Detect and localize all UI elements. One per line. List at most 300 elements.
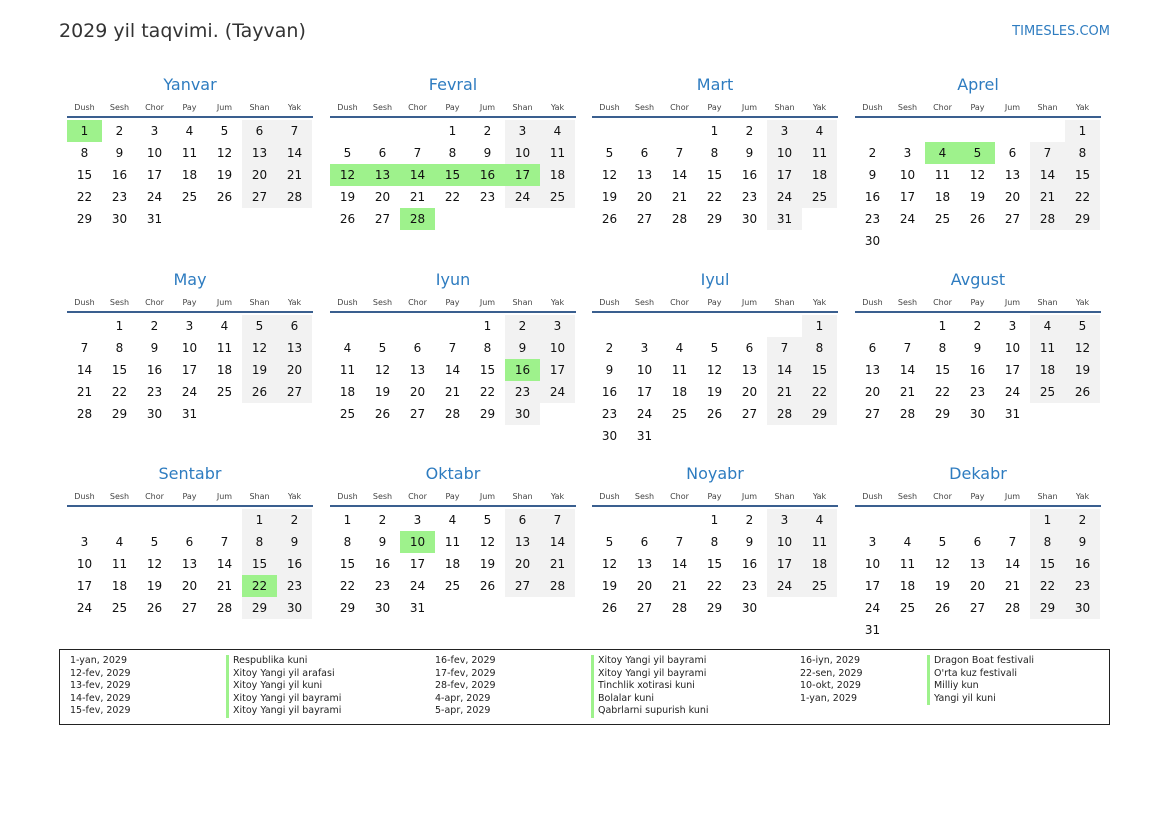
weekday-label: Jum bbox=[216, 298, 233, 307]
holiday-date: 15-fev, 2029 bbox=[70, 705, 131, 716]
day-cell: 1 bbox=[115, 319, 124, 333]
day-cell: 13 bbox=[969, 557, 986, 571]
day-cell: 14 bbox=[767, 359, 802, 381]
weekday-header bbox=[592, 102, 838, 116]
day-cell: 19 bbox=[146, 579, 163, 593]
month-sentabr bbox=[67, 463, 313, 619]
day-cell: 19 bbox=[374, 385, 391, 399]
month-oktabr bbox=[330, 463, 576, 619]
day-cell: 20 bbox=[242, 164, 277, 186]
empty-cell bbox=[627, 120, 662, 142]
day-cell: 13 bbox=[242, 142, 277, 164]
day-cell: 14 bbox=[444, 363, 461, 377]
day-cell: 24 bbox=[636, 407, 653, 421]
day-cell: 22 bbox=[111, 385, 128, 399]
holiday-day-cell: 17 bbox=[505, 164, 540, 186]
month-name: Yanvar bbox=[163, 75, 217, 94]
day-cell: 20 bbox=[505, 553, 540, 575]
day-cell: 12 bbox=[934, 557, 951, 571]
day-cell: 25 bbox=[181, 190, 198, 204]
weekday-label: Yak bbox=[812, 103, 827, 112]
legend-names-col-2 bbox=[591, 655, 709, 718]
day-cell: 2 bbox=[745, 124, 754, 138]
brand-link[interactable]: TIMESLES.COM bbox=[1012, 24, 1110, 39]
empty-cell bbox=[960, 509, 995, 531]
day-cell: 7 bbox=[80, 341, 89, 355]
day-cell: 3 bbox=[540, 315, 575, 337]
day-cell: 31 bbox=[181, 407, 198, 421]
empty-cell bbox=[207, 509, 242, 531]
day-cell: 16 bbox=[741, 557, 758, 571]
weekday-label: Dush bbox=[337, 298, 358, 307]
weekday-label: Jum bbox=[479, 103, 496, 112]
day-cell: 20 bbox=[409, 385, 426, 399]
day-cell: 27 bbox=[741, 407, 758, 421]
day-cell: 26 bbox=[601, 601, 618, 615]
day-cell: 26 bbox=[242, 381, 277, 403]
day-cell: 1 bbox=[710, 124, 719, 138]
day-cell: 19 bbox=[479, 557, 496, 571]
day-cell: 3 bbox=[767, 509, 802, 531]
empty-cell bbox=[1030, 120, 1065, 142]
day-cell: 23 bbox=[969, 385, 986, 399]
day-cell: 8 bbox=[483, 341, 492, 355]
day-cell: 6 bbox=[868, 341, 877, 355]
weekday-label: Pay bbox=[445, 103, 460, 112]
weekday-label: Dush bbox=[599, 103, 620, 112]
day-cell: 2 bbox=[378, 513, 387, 527]
weekday-label: Jum bbox=[479, 298, 496, 307]
weekday-label: Sesh bbox=[634, 103, 655, 112]
day-cell: 1 bbox=[483, 319, 492, 333]
day-cell: 2 bbox=[1065, 509, 1100, 531]
day-cell: 25 bbox=[444, 579, 461, 593]
day-cell: 27 bbox=[636, 601, 653, 615]
day-cell: 11 bbox=[802, 531, 837, 553]
day-cell: 25 bbox=[899, 601, 916, 615]
day-cell: 23 bbox=[601, 407, 618, 421]
month-iyul bbox=[592, 269, 838, 447]
day-cell: 7 bbox=[675, 146, 684, 160]
day-cell: 5 bbox=[483, 513, 492, 527]
day-cell: 29 bbox=[76, 212, 93, 226]
weekday-label: Yak bbox=[812, 492, 827, 501]
day-cell: 17 bbox=[146, 168, 163, 182]
day-cell: 20 bbox=[636, 190, 653, 204]
day-cell: 25 bbox=[671, 407, 688, 421]
weekday-label: Jum bbox=[216, 492, 233, 501]
day-cell: 12 bbox=[146, 557, 163, 571]
day-cell: 8 bbox=[710, 535, 719, 549]
empty-cell bbox=[67, 315, 102, 337]
day-cell: 5 bbox=[220, 124, 229, 138]
day-cell: 22 bbox=[802, 381, 837, 403]
day-cell: 24 bbox=[864, 601, 881, 615]
day-cell: 12 bbox=[242, 337, 277, 359]
day-cell: 25 bbox=[802, 575, 837, 597]
weekday-label: Jum bbox=[741, 103, 758, 112]
day-cell: 6 bbox=[378, 146, 387, 160]
day-cell: 7 bbox=[675, 535, 684, 549]
day-cell: 27 bbox=[277, 381, 312, 403]
day-cell: 5 bbox=[242, 315, 277, 337]
day-cell: 6 bbox=[242, 120, 277, 142]
day-cell: 26 bbox=[339, 212, 356, 226]
day-cell: 18 bbox=[111, 579, 128, 593]
holiday-date: 16-fev, 2029 bbox=[435, 655, 496, 666]
day-cell: 6 bbox=[185, 535, 194, 549]
day-cell: 13 bbox=[277, 337, 312, 359]
weekday-label: Shan bbox=[249, 103, 270, 112]
day-cell: 1 bbox=[242, 509, 277, 531]
day-cell: 18 bbox=[216, 363, 233, 377]
weekday-label: Jum bbox=[1004, 492, 1021, 501]
holiday-day-cell: 14 bbox=[400, 164, 435, 186]
empty-cell bbox=[855, 120, 890, 142]
day-cell: 1 bbox=[802, 315, 837, 337]
day-grid bbox=[67, 120, 313, 230]
day-cell: 5 bbox=[605, 146, 614, 160]
empty-cell bbox=[592, 315, 627, 337]
weekday-label: Jum bbox=[741, 492, 758, 501]
weekday-label: Sesh bbox=[109, 298, 130, 307]
day-cell: 2 bbox=[973, 319, 982, 333]
empty-cell bbox=[330, 120, 365, 142]
day-cell: 17 bbox=[636, 385, 653, 399]
day-cell: 13 bbox=[505, 531, 540, 553]
month-fevral bbox=[330, 74, 576, 230]
day-cell: 29 bbox=[242, 597, 277, 619]
day-cell: 29 bbox=[111, 407, 128, 421]
day-cell: 7 bbox=[448, 341, 457, 355]
day-cell: 17 bbox=[409, 557, 426, 571]
day-cell: 1 bbox=[1065, 120, 1100, 142]
day-cell: 14 bbox=[899, 363, 916, 377]
day-cell: 15 bbox=[934, 363, 951, 377]
day-cell: 14 bbox=[1030, 164, 1065, 186]
day-cell: 9 bbox=[868, 168, 877, 182]
day-cell: 28 bbox=[277, 186, 312, 208]
weekday-label: Chor bbox=[145, 492, 164, 501]
day-cell: 24 bbox=[146, 190, 163, 204]
day-cell: 23 bbox=[864, 212, 881, 226]
weekday-label: Pay bbox=[707, 492, 722, 501]
page-title: 2029 yil taqvimi. (Tayvan) bbox=[59, 20, 306, 42]
holiday-day-cell: 12 bbox=[330, 164, 365, 186]
legend-dates-col-3 bbox=[800, 655, 863, 705]
weekday-label: Shan bbox=[1037, 103, 1058, 112]
day-cell: 3 bbox=[640, 341, 649, 355]
holiday-name: O'rta kuz festivali bbox=[934, 667, 1018, 679]
empty-cell bbox=[102, 509, 137, 531]
weekday-label: Yak bbox=[1075, 298, 1090, 307]
day-cell: 24 bbox=[181, 385, 198, 399]
day-cell: 10 bbox=[864, 557, 881, 571]
empty-cell bbox=[67, 509, 102, 531]
day-cell: 26 bbox=[374, 407, 391, 421]
day-cell: 19 bbox=[216, 168, 233, 182]
day-cell: 21 bbox=[1030, 186, 1065, 208]
weekday-label: Jum bbox=[1004, 298, 1021, 307]
weekday-label: Sesh bbox=[897, 103, 918, 112]
month-mart bbox=[592, 74, 838, 230]
day-cell: 18 bbox=[802, 164, 837, 186]
month-name: Mart bbox=[696, 75, 734, 94]
day-cell: 19 bbox=[706, 385, 723, 399]
day-cell: 15 bbox=[242, 553, 277, 575]
day-cell: 22 bbox=[1030, 575, 1065, 597]
holiday-name: Dragon Boat festivali bbox=[934, 655, 1035, 666]
day-cell: 20 bbox=[864, 385, 881, 399]
holiday-name: Xitoy Yangi yil bayrami bbox=[598, 655, 707, 666]
day-grid bbox=[330, 120, 576, 230]
day-cell: 3 bbox=[413, 513, 422, 527]
day-cell: 31 bbox=[767, 208, 802, 230]
day-cell: 4 bbox=[903, 535, 912, 549]
day-cell: 20 bbox=[1004, 190, 1021, 204]
month-name: Iyul bbox=[700, 270, 730, 289]
day-cell: 9 bbox=[745, 535, 754, 549]
day-grid bbox=[592, 509, 838, 619]
empty-cell bbox=[592, 120, 627, 142]
day-cell: 24 bbox=[540, 381, 575, 403]
day-cell: 14 bbox=[277, 142, 312, 164]
day-cell: 30 bbox=[505, 403, 540, 425]
day-cell: 8 bbox=[80, 146, 89, 160]
day-cell: 11 bbox=[181, 146, 198, 160]
weekday-label: Sesh bbox=[109, 492, 130, 501]
weekday-label: Shan bbox=[1037, 298, 1058, 307]
day-cell: 22 bbox=[479, 385, 496, 399]
header-rule bbox=[67, 311, 313, 313]
day-cell: 2 bbox=[483, 124, 492, 138]
day-cell: 30 bbox=[374, 601, 391, 615]
month-name: Iyun bbox=[435, 270, 471, 289]
day-cell: 9 bbox=[505, 337, 540, 359]
day-cell: 30 bbox=[111, 212, 128, 226]
weekday-label: Dush bbox=[337, 492, 358, 501]
day-cell: 29 bbox=[1030, 597, 1065, 619]
day-cell: 25 bbox=[111, 601, 128, 615]
day-cell: 26 bbox=[969, 212, 986, 226]
weekday-header bbox=[67, 297, 313, 311]
empty-cell bbox=[627, 509, 662, 531]
header-rule bbox=[855, 116, 1101, 118]
day-cell: 26 bbox=[706, 407, 723, 421]
day-cell: 1 bbox=[448, 124, 457, 138]
empty-cell bbox=[890, 315, 925, 337]
holiday-date: 13-fev, 2029 bbox=[70, 680, 131, 691]
day-cell: 23 bbox=[505, 381, 540, 403]
holiday-date: 16-iyn, 2029 bbox=[800, 655, 861, 666]
day-cell: 14 bbox=[671, 557, 688, 571]
day-cell: 11 bbox=[899, 557, 916, 571]
day-cell: 3 bbox=[767, 120, 802, 142]
weekday-label: Dush bbox=[862, 103, 883, 112]
day-cell: 21 bbox=[671, 190, 688, 204]
day-cell: 30 bbox=[1065, 597, 1100, 619]
weekday-label: Sesh bbox=[897, 298, 918, 307]
day-cell: 2 bbox=[115, 124, 124, 138]
day-cell: 31 bbox=[636, 429, 653, 443]
holiday-date: 10-okt, 2029 bbox=[800, 680, 861, 691]
holiday-day-cell: 13 bbox=[365, 164, 400, 186]
month-noyabr bbox=[592, 463, 838, 619]
day-cell: 17 bbox=[76, 579, 93, 593]
weekday-label: Jum bbox=[741, 298, 758, 307]
holiday-date: 22-sen, 2029 bbox=[800, 667, 863, 679]
weekday-label: Shan bbox=[774, 492, 795, 501]
day-cell: 18 bbox=[181, 168, 198, 182]
day-cell: 17 bbox=[864, 579, 881, 593]
day-cell: 20 bbox=[181, 579, 198, 593]
weekday-label: Yak bbox=[550, 298, 565, 307]
day-cell: 9 bbox=[378, 535, 387, 549]
day-cell: 5 bbox=[150, 535, 159, 549]
empty-cell bbox=[925, 509, 960, 531]
day-cell: 16 bbox=[277, 553, 312, 575]
day-cell: 29 bbox=[479, 407, 496, 421]
day-cell: 13 bbox=[181, 557, 198, 571]
day-cell: 23 bbox=[374, 579, 391, 593]
day-cell: 5 bbox=[343, 146, 352, 160]
day-cell: 5 bbox=[378, 341, 387, 355]
day-cell: 12 bbox=[601, 557, 618, 571]
empty-cell bbox=[890, 120, 925, 142]
day-cell: 1 bbox=[710, 513, 719, 527]
day-cell: 15 bbox=[111, 363, 128, 377]
holiday-day-cell: 10 bbox=[400, 531, 435, 553]
day-cell: 29 bbox=[339, 601, 356, 615]
month-name: Noyabr bbox=[686, 464, 744, 483]
day-cell: 28 bbox=[216, 601, 233, 615]
weekday-header bbox=[330, 491, 576, 505]
weekday-label: Dush bbox=[337, 103, 358, 112]
day-cell: 27 bbox=[242, 186, 277, 208]
day-cell: 13 bbox=[636, 168, 653, 182]
holiday-date: 1-yan, 2029 bbox=[800, 692, 857, 704]
day-cell: 25 bbox=[934, 212, 951, 226]
day-cell: 15 bbox=[1065, 164, 1100, 186]
day-cell: 8 bbox=[802, 337, 837, 359]
holiday-name: Xitoy Yangi yil arafasi bbox=[233, 667, 335, 679]
day-cell: 31 bbox=[409, 601, 426, 615]
weekday-label: Yak bbox=[812, 298, 827, 307]
header-rule bbox=[855, 505, 1101, 507]
day-cell: 13 bbox=[1004, 168, 1021, 182]
empty-cell bbox=[925, 120, 960, 142]
day-cell: 6 bbox=[505, 509, 540, 531]
day-cell: 30 bbox=[277, 597, 312, 619]
day-cell: 24 bbox=[409, 579, 426, 593]
day-cell: 30 bbox=[601, 429, 618, 443]
day-cell: 22 bbox=[1065, 186, 1100, 208]
day-cell: 22 bbox=[706, 579, 723, 593]
weekday-label: Yak bbox=[287, 492, 302, 501]
day-cell: 25 bbox=[540, 186, 575, 208]
day-cell: 30 bbox=[741, 601, 758, 615]
weekday-label: Chor bbox=[670, 298, 689, 307]
day-cell: 15 bbox=[76, 168, 93, 182]
day-grid bbox=[592, 315, 838, 447]
weekday-label: Yak bbox=[287, 103, 302, 112]
day-cell: 24 bbox=[76, 601, 93, 615]
day-cell: 13 bbox=[741, 363, 758, 377]
day-cell: 24 bbox=[767, 575, 802, 597]
weekday-label: Sesh bbox=[109, 103, 130, 112]
day-cell: 30 bbox=[741, 212, 758, 226]
weekday-label: Pay bbox=[182, 103, 197, 112]
day-cell: 21 bbox=[671, 579, 688, 593]
day-cell: 17 bbox=[899, 190, 916, 204]
day-cell: 19 bbox=[339, 190, 356, 204]
holiday-name: Yangi yil kuni bbox=[934, 692, 996, 704]
day-cell: 11 bbox=[671, 363, 688, 377]
holiday-name: Xitoy Yangi yil bayrami bbox=[598, 667, 707, 679]
holiday-name: Xitoy Yangi yil bayrami bbox=[233, 705, 342, 716]
weekday-header bbox=[67, 102, 313, 116]
day-cell: 27 bbox=[636, 212, 653, 226]
day-cell: 30 bbox=[864, 234, 881, 248]
empty-cell bbox=[995, 120, 1030, 142]
day-cell: 10 bbox=[540, 337, 575, 359]
day-cell: 22 bbox=[934, 385, 951, 399]
day-cell: 25 bbox=[1030, 381, 1065, 403]
weekday-label: Chor bbox=[145, 103, 164, 112]
holiday-day-cell: 4 bbox=[925, 142, 960, 164]
day-cell: 12 bbox=[216, 146, 233, 160]
holiday-name: Respublika kuni bbox=[233, 655, 308, 666]
day-cell: 7 bbox=[767, 337, 802, 359]
weekday-label: Shan bbox=[249, 298, 270, 307]
day-cell: 9 bbox=[115, 146, 124, 160]
day-cell: 2 bbox=[868, 146, 877, 160]
weekday-label: Pay bbox=[970, 492, 985, 501]
day-cell: 13 bbox=[864, 363, 881, 377]
weekday-label: Chor bbox=[670, 103, 689, 112]
holiday-day-cell: 5 bbox=[960, 142, 995, 164]
day-cell: 21 bbox=[1004, 579, 1021, 593]
day-cell: 26 bbox=[146, 601, 163, 615]
day-cell: 28 bbox=[1030, 208, 1065, 230]
holiday-name: Xitoy Yangi yil bayrami bbox=[233, 692, 342, 704]
day-cell: 7 bbox=[277, 120, 312, 142]
day-cell: 28 bbox=[1004, 601, 1021, 615]
day-cell: 28 bbox=[76, 407, 93, 421]
day-cell: 4 bbox=[802, 509, 837, 531]
day-cell: 9 bbox=[483, 146, 492, 160]
holiday-name: Xitoy Yangi yil kuni bbox=[233, 680, 323, 691]
day-cell: 18 bbox=[339, 385, 356, 399]
weekday-label: Jum bbox=[1004, 103, 1021, 112]
day-cell: 5 bbox=[605, 535, 614, 549]
day-cell: 11 bbox=[540, 142, 575, 164]
day-cell: 4 bbox=[675, 341, 684, 355]
day-cell: 10 bbox=[636, 363, 653, 377]
day-cell: 11 bbox=[216, 341, 233, 355]
day-cell: 1 bbox=[343, 513, 352, 527]
holiday-name: Qabrlarni supurish kuni bbox=[598, 705, 709, 716]
weekday-header bbox=[855, 297, 1101, 311]
holiday-day-cell: 22 bbox=[242, 575, 277, 597]
day-cell: 28 bbox=[899, 407, 916, 421]
day-cell: 4 bbox=[1030, 315, 1065, 337]
weekday-label: Pay bbox=[970, 103, 985, 112]
day-cell: 9 bbox=[973, 341, 982, 355]
day-cell: 20 bbox=[741, 385, 758, 399]
day-cell: 4 bbox=[448, 513, 457, 527]
weekday-label: Chor bbox=[145, 298, 164, 307]
